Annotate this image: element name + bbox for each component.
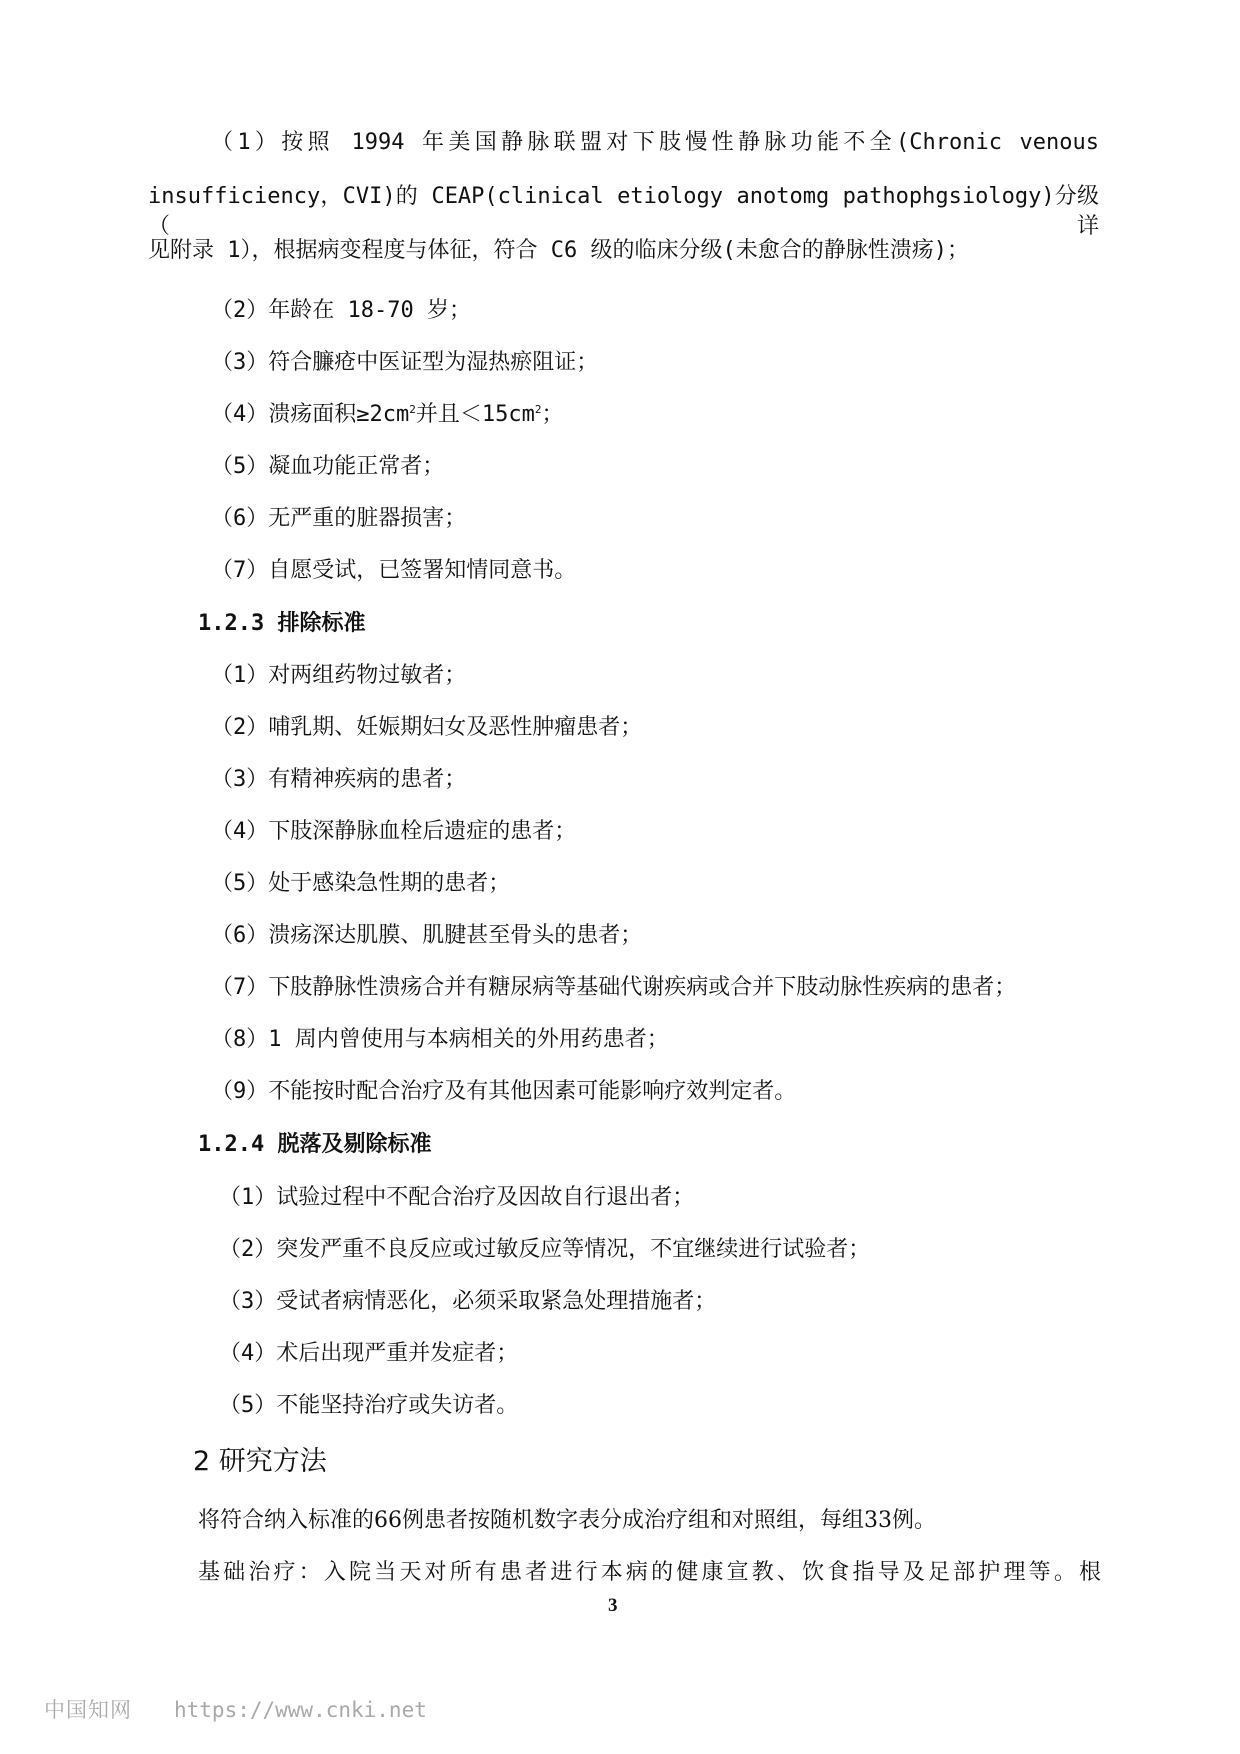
page-number: 3 <box>608 1595 618 1616</box>
superscript-square: 2 <box>409 403 416 416</box>
exclusion-item-9: （9）不能按时配合治疗及有其他因素可能影响疗效判定者。 <box>211 1079 797 1104</box>
watermark-footer <box>44 1694 427 1724</box>
methods-paragraph-2: 基础治疗：入院当天对所有患者进行本病的健康宣教、饮食指导及足部护理等。根 <box>198 1560 1101 1585</box>
inclusion-item-4-part-b: 并且＜15cm <box>415 402 535 427</box>
dropout-item-2: （2）突发严重不良反应或过敏反应等情况，不宜继续进行试验者； <box>219 1237 871 1262</box>
inclusion-item-1-line-2: insufficiency，CVI)的 CEAP(clinical etiology anotomg pathophgsiology)分级（详 <box>148 184 1099 239</box>
exclusion-item-3: （3）有精神疾病的患者； <box>211 767 467 792</box>
dropout-item-1: （1）试验过程中不配合治疗及因故自行退出者； <box>219 1185 695 1210</box>
inclusion-item-2: （2）年龄在 18-70 岁； <box>211 298 471 323</box>
section-heading-methods: 2 研究方法 <box>193 1446 327 1477</box>
exclusion-item-4: （4）下肢深静脉血栓后遗症的患者； <box>211 819 577 844</box>
exclusion-item-7: （7）下肢静脉性溃疡合并有糖尿病等基础代谢疾病或合并下肢动脉性疾病的患者； <box>211 975 1017 1000</box>
superscript-square: 2 <box>534 403 542 416</box>
dropout-item-3: （3）受试者病情恶化，必须采取紧急处理措施者； <box>219 1289 717 1314</box>
exclusion-item-2: （2）哺乳期、妊娠期妇女及恶性肿瘤患者； <box>211 715 643 740</box>
exclusion-item-1: （1）对两组药物过敏者； <box>211 663 467 688</box>
inclusion-item-6: （6）无严重的脏器损害； <box>211 506 467 531</box>
inclusion-item-4-part-c: ； <box>541 402 564 427</box>
inclusion-item-4 <box>211 400 563 430</box>
exclusion-item-6: （6）溃疡深达肌膜、肌腱甚至骨头的患者； <box>211 923 643 948</box>
exclusion-heading: 1.2.3 排除标准 <box>198 611 366 636</box>
exclusion-item-8: （8）1 周内曾使用与本病相关的外用药患者； <box>211 1027 669 1052</box>
methods-paragraph-1: 将符合纳入标准的66例患者按随机数字表分成治疗组和对照组，每组33例。 <box>198 1508 936 1533</box>
inclusion-item-1-line-1: （1）按照 1994 年美国静脉联盟对下肢慢性静脉功能不全(Chronic venous <box>211 130 1099 155</box>
inclusion-item-7: （7）自愿受试，已签署知情同意书。 <box>211 558 577 583</box>
exclusion-item-5: （5）处于感染急性期的患者； <box>211 871 511 896</box>
dropout-item-4: （4）术后出现严重并发症者； <box>219 1341 519 1366</box>
watermark-url: https://www.cnki.net <box>174 1698 427 1722</box>
inclusion-item-3: （3）符合臁疮中医证型为湿热瘀阻证； <box>211 350 599 375</box>
inclusion-item-4-part-a: （4）溃疡面积≥2cm <box>211 402 410 427</box>
inclusion-item-1-line-3: 见附录 1），根据病变程度与体征，符合 C6 级的临床分级(未愈合的静脉性溃疡)； <box>148 238 969 263</box>
dropout-heading: 1.2.4 脱落及剔除标准 <box>198 1132 432 1157</box>
inclusion-item-5: （5）凝血功能正常者； <box>211 454 445 479</box>
watermark-site-name: 中国知网 <box>44 1698 132 1722</box>
dropout-item-5: （5）不能坚持治疗或失访者。 <box>219 1393 519 1418</box>
